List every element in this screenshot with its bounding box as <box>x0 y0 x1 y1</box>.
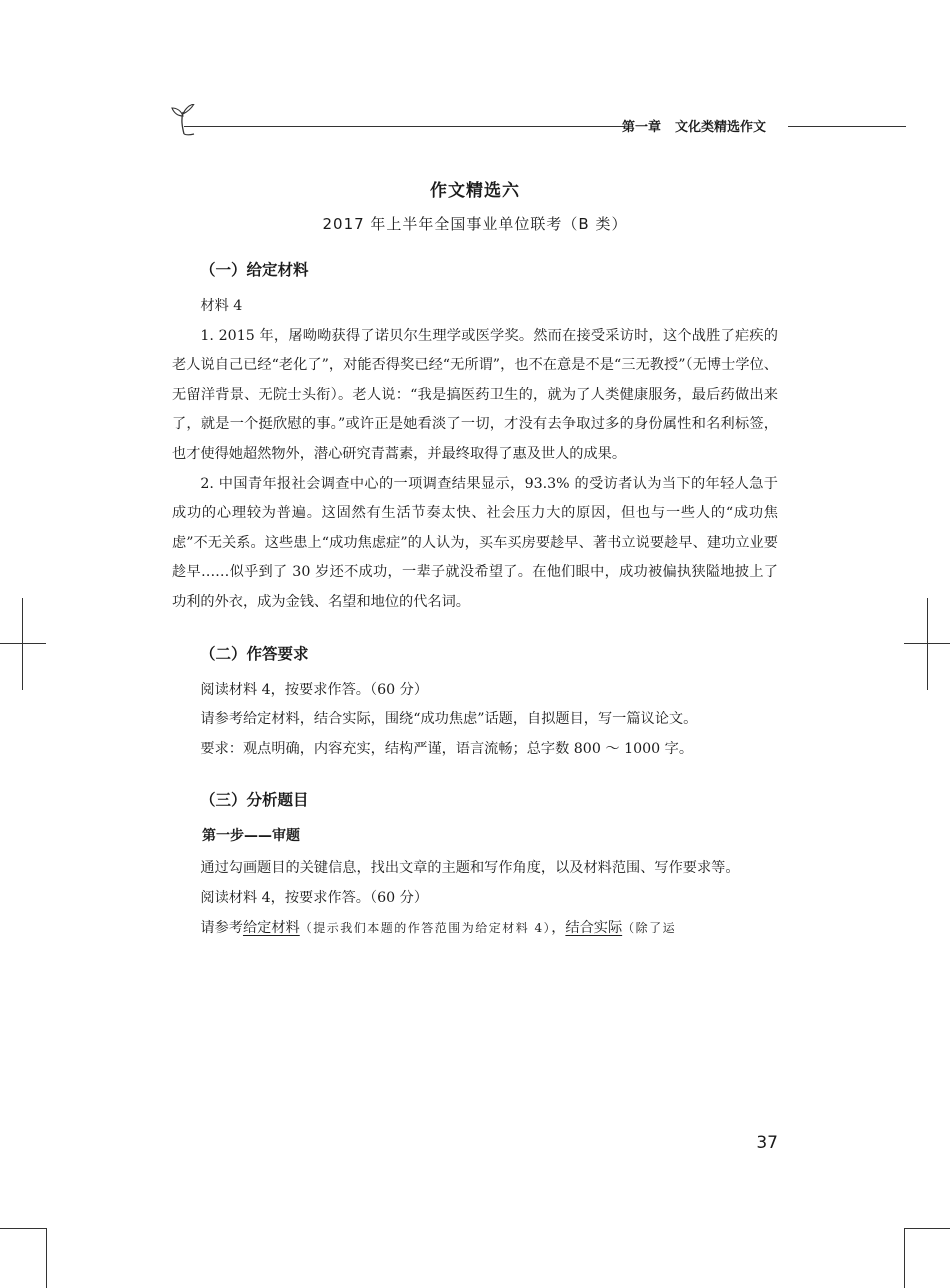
material-paragraph-1: 1. 2015 年，屠呦呦获得了诺贝尔生理学或医学奖。然而在接受采访时，这个战胜了疟疾的老人说自己已经“老化了”，对能否得奖已经“无所谓”，也不在意是不是“三无教授”（无博士学位、无留洋背景、无院士头衔）。老人说：“我是搞医药卫生的，就为了人类健康服务，最后药做出来了，就是一个挺欣慰的事。”或许正是她看淡了一切，才没有去争取过多的身份属性和名利标签，也才使得她超然物外，潜心研究青蒿素，并最终取得了惠及世人的成果。 <box>172 327 778 462</box>
section-heading-materials: （一）给定材料 <box>200 261 309 279</box>
page-content <box>172 176 778 943</box>
chapter-title: 文化类精选作文 <box>675 120 767 135</box>
key-phrase-reality: 结合实际 <box>565 919 623 936</box>
crop-mark-right-horizontal <box>904 643 950 644</box>
chapter-number: 第一章 <box>622 120 662 135</box>
requirement-line-3: 要求：观点明确，内容充实，结构严谨，语言流畅；总字数 800 ～ 1000 字。 <box>200 740 694 757</box>
leaf-ornament-icon <box>170 104 200 136</box>
crop-mark-left-vertical <box>22 598 23 690</box>
annotation-1: （提示我们本题的作答范围为给定材料 4） <box>299 920 552 935</box>
analysis-paragraph-1: 通过勾画题目的关键信息，找出文章的主题和写作角度，以及材料范围、写作要求等。 <box>200 860 740 877</box>
analysis-paragraph-2: 阅读材料 4，按要求作答。（60 分） <box>200 889 429 906</box>
running-header <box>170 104 906 140</box>
crop-mark-bottom-left-vertical <box>46 1228 47 1288</box>
comma: ， <box>551 919 566 936</box>
article-subtitle: 2017 年上半年全国事业单位联考（B 类） <box>322 215 628 233</box>
crop-mark-right-vertical <box>927 598 928 690</box>
requirement-line-1: 阅读材料 4，按要求作答。（60 分） <box>200 681 429 698</box>
section-heading-analysis: （三）分析题目 <box>200 791 309 810</box>
analysis-paragraph-3 <box>172 914 778 944</box>
crop-mark-bottom-right-vertical <box>904 1228 905 1288</box>
crop-mark-left-horizontal <box>0 643 46 644</box>
header-rule-right <box>788 126 906 127</box>
section-heading-requirements: （二）作答要求 <box>200 644 309 663</box>
material-label: 材料 4 <box>200 298 243 314</box>
analysis-prefix: 请参考 <box>200 919 243 936</box>
crop-mark-bottom-right-horizontal <box>904 1228 950 1229</box>
material-paragraph-2: 2. 中国青年报社会调查中心的一项调查结果显示，93.3% 的受访者认为当下的年轻人急于成功的心理较为普遍。这固然有生活节奏太快、社会压力大的原因，但也与一些人的“成功焦虑”不无关系。这些患上“成功焦虑症”的人认为，买车买房要趁早、著书立说要趁早、建功立业要趁早……似乎到了 30 岁还不成功，一辈子就没希望了。在他们眼中，成功被偏执狭隘地披上了功利的外衣，成为金钱、名望和地位的代名词。 <box>172 475 778 610</box>
crop-mark-bottom-left-horizontal <box>0 1228 46 1229</box>
annotation-2: （除了运 <box>622 920 677 935</box>
step1-heading: 第一步——审题 <box>202 828 300 845</box>
key-phrase-given-material: 给定材料 <box>242 919 300 936</box>
article-title: 作文精选六 <box>430 181 520 201</box>
page-number: 37 <box>756 1133 778 1153</box>
header-rule-left <box>184 126 624 127</box>
requirement-line-2: 请参考给定材料，结合实际，围绕“成功焦虑”话题，自拟题目，写一篇议论文。 <box>200 711 698 728</box>
chapter-header <box>622 116 766 135</box>
